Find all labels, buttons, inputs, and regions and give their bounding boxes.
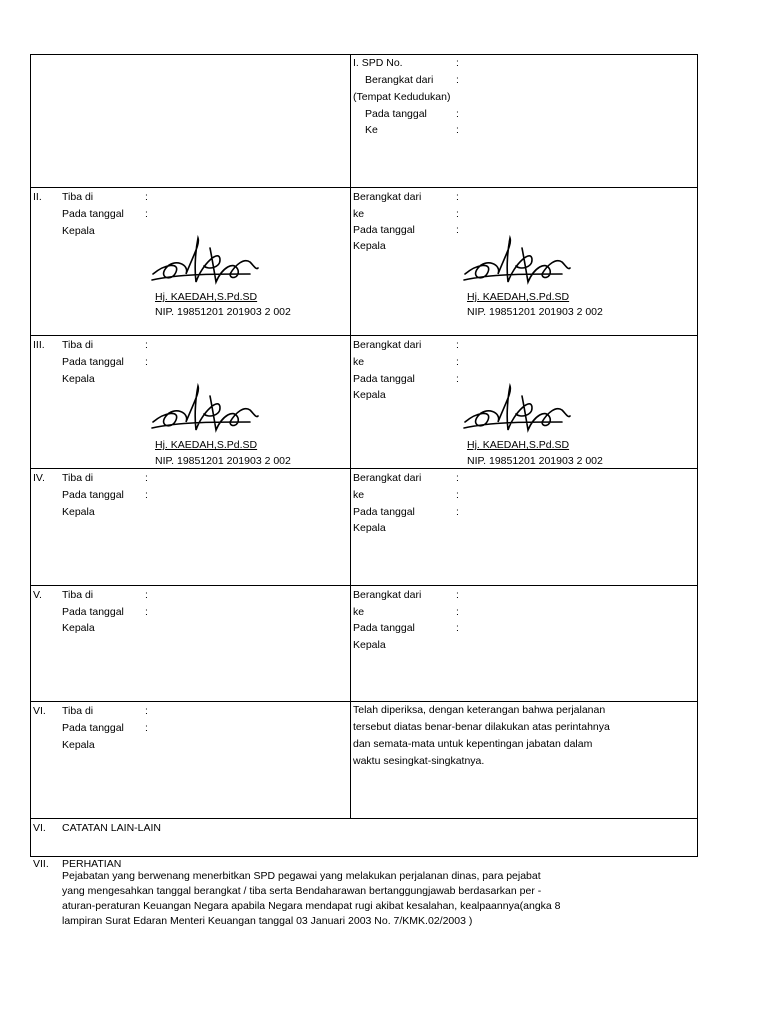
ke-label: ke [353, 606, 365, 618]
colon: : [145, 722, 148, 734]
statement-line: tersebut diatas benar-benar dilakukan atas perintahnya [353, 721, 610, 733]
signatory-name: Hj. KAEDAH,S.Pd.SD [467, 291, 570, 303]
perhatian-body [62, 869, 702, 929]
row-divider [30, 585, 698, 586]
statement-line: dan semata-mata untuk kepentingan jabatan dalam [353, 738, 593, 750]
section-number: VI. [33, 822, 46, 834]
colon: : [456, 208, 459, 220]
colon: : [456, 57, 459, 69]
table-border-left [30, 54, 31, 857]
signatory-name: Hj. KAEDAH,S.Pd.SD [155, 439, 258, 451]
tempat-kedudukan-label: (Tempat Kedudukan) [353, 91, 451, 103]
table-border-bottom [30, 856, 698, 857]
berangkat-dari-label: Berangkat dari [353, 589, 422, 601]
colon: : [145, 489, 148, 501]
colon: : [145, 705, 148, 717]
kepala-label: Kepala [62, 622, 95, 634]
ke-label: ke [353, 489, 365, 501]
colon: : [456, 124, 459, 136]
section-number: VI. [33, 705, 46, 717]
colon: : [456, 606, 459, 618]
kepala-label: Kepala [353, 639, 386, 651]
perhatian-line: lampiran Surat Edaran Menteri Keuangan tanggal 03 Januari 2003 No. 7/KMK.02/2003 ) [62, 915, 473, 927]
pada-tanggal-label: Pada tanggal [62, 722, 124, 734]
kepala-label: Kepala [62, 225, 95, 237]
berangkat-dari-label: Berangkat dari [353, 472, 422, 484]
kepala-label: Kepala [353, 522, 386, 534]
section-number: III. [33, 339, 45, 351]
statement-line: waktu sesingkat-singkatnya. [353, 755, 485, 767]
colon: : [145, 472, 148, 484]
pada-tanggal-label: Pada tanggal [62, 489, 124, 501]
signature-image [462, 382, 582, 440]
colon: : [456, 224, 459, 236]
colon: : [145, 339, 148, 351]
colon: : [456, 622, 459, 634]
colon: : [456, 108, 459, 120]
colon: : [456, 589, 459, 601]
row-divider [30, 335, 698, 336]
tiba-di-label: Tiba di [62, 589, 94, 601]
tiba-di-label: Tiba di [62, 339, 94, 351]
pada-tanggal-label: Pada tanggal [353, 224, 415, 236]
colon: : [456, 339, 459, 351]
colon: : [456, 356, 459, 368]
row-divider [30, 468, 698, 469]
signatory-name: Hj. KAEDAH,S.Pd.SD [155, 291, 258, 303]
perhatian-line: aturan-peraturan Keuangan Negara apabila Negara mendapat rugi akibat kesalahan, kealpaannya(angka 8 [62, 900, 561, 912]
tiba-di-label: Tiba di [62, 705, 94, 717]
colon: : [145, 606, 148, 618]
kepala-label: Kepala [62, 506, 95, 518]
ke-label: Ke [365, 124, 378, 136]
colon: : [456, 74, 459, 86]
signatory-nip: NIP. 19851201 201903 2 002 [467, 306, 603, 318]
berangkat-dari-label: Berangkat dari [353, 339, 422, 351]
signature-image [150, 382, 270, 440]
signatory-nip: NIP. 19851201 201903 2 002 [155, 455, 291, 467]
berangkat-dari-label: Berangkat dari [353, 191, 422, 203]
verification-statement [353, 702, 683, 770]
signature-image [462, 234, 582, 292]
colon: : [456, 373, 459, 385]
table-divider-vertical [350, 54, 351, 818]
colon: : [145, 208, 148, 220]
signatory-name: Hj. KAEDAH,S.Pd.SD [467, 439, 570, 451]
section-number: II. [33, 191, 42, 203]
colon: : [456, 191, 459, 203]
signatory-nip: NIP. 19851201 201903 2 002 [467, 455, 603, 467]
section-number: V. [33, 589, 42, 601]
perhatian-line: yang mengesahkan tanggal berangkat / tiba serta Bendaharawan bertanggungjawab berdasarkan per - [62, 885, 542, 897]
colon: : [456, 472, 459, 484]
pada-tanggal-label: Pada tanggal [353, 622, 415, 634]
signatory-nip: NIP. 19851201 201903 2 002 [155, 306, 291, 318]
berangkat-dari-label: Berangkat dari [365, 74, 434, 86]
colon: : [456, 506, 459, 518]
ke-label: ke [353, 208, 365, 220]
colon: : [145, 589, 148, 601]
kepala-label: Kepala [62, 373, 95, 385]
kepala-label: Kepala [353, 240, 386, 252]
tiba-di-label: Tiba di [62, 191, 94, 203]
pada-tanggal-label: Pada tanggal [353, 506, 415, 518]
section-number: VII. [33, 858, 49, 870]
catatan-label: CATATAN LAIN-LAIN [62, 822, 161, 834]
colon: : [145, 356, 148, 368]
row-divider [30, 187, 698, 188]
pada-tanggal-label: Pada tanggal [62, 356, 124, 368]
colon: : [145, 191, 148, 203]
kepala-label: Kepala [353, 389, 386, 401]
row-divider [30, 818, 698, 819]
table-border-right [697, 54, 698, 857]
ke-label: ke [353, 356, 365, 368]
table-border-top [30, 54, 698, 55]
pada-tanggal-label: Pada tanggal [365, 108, 427, 120]
section-number: IV. [33, 472, 45, 484]
perhatian-line: Pejabatan yang berwenang menerbitkan SPD pegawai yang melakukan perjalanan dinas, para pejabat [62, 870, 541, 882]
pada-tanggal-label: Pada tanggal [353, 373, 415, 385]
statement-line: Telah diperiksa, dengan keterangan bahwa perjalanan [353, 704, 606, 716]
colon: : [456, 489, 459, 501]
perhatian-title: PERHATIAN [62, 858, 122, 870]
spd-no-label: I. SPD No. [353, 57, 403, 69]
pada-tanggal-label: Pada tanggal [62, 606, 124, 618]
kepala-label: Kepala [62, 739, 95, 751]
signature-image [150, 234, 270, 292]
pada-tanggal-label: Pada tanggal [62, 208, 124, 220]
tiba-di-label: Tiba di [62, 472, 94, 484]
